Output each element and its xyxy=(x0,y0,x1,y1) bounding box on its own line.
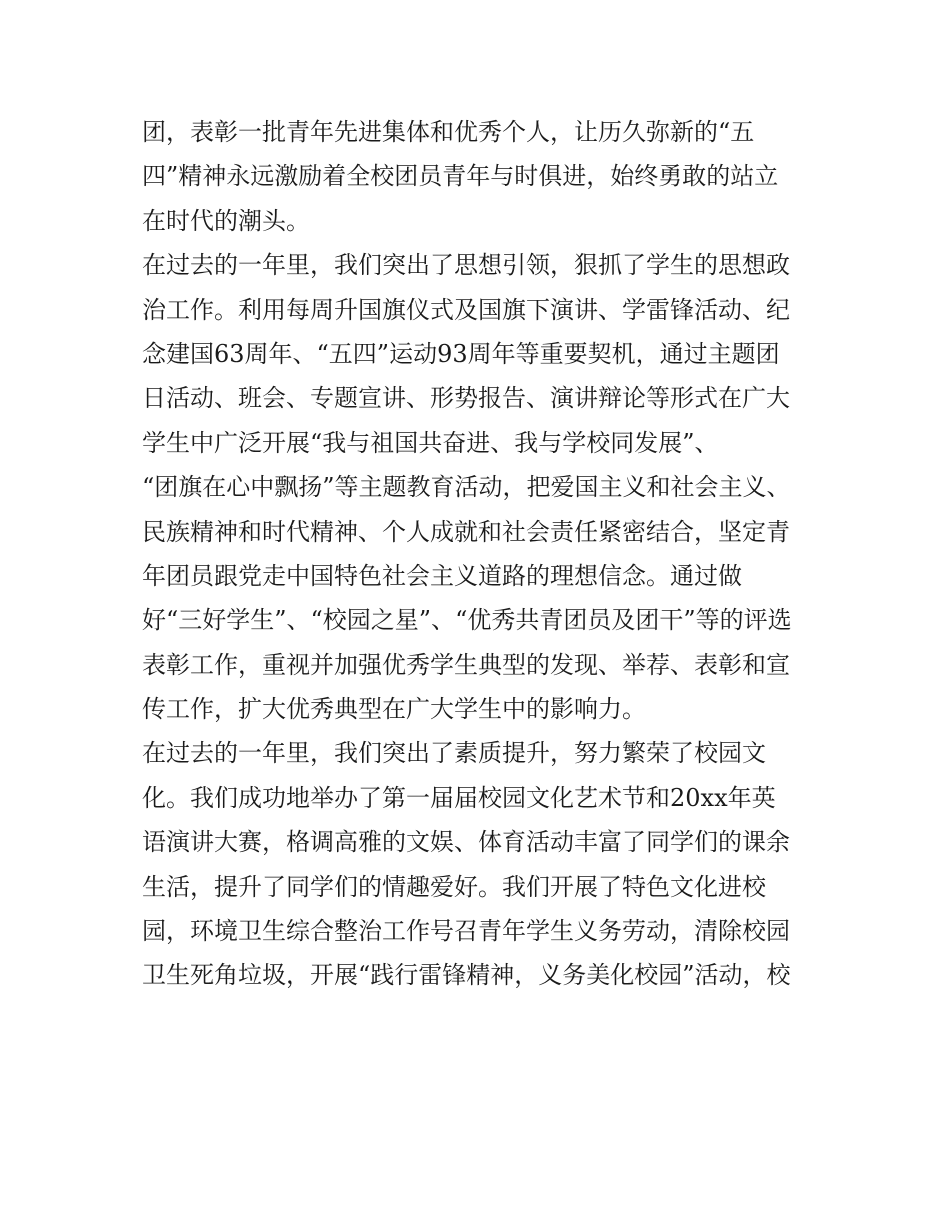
text-line: 四”精神永远激励着全校团员青年与时俱进，始终勇敢的站立 xyxy=(142,162,779,191)
text-line: 好“三好学生”、“校园之星”、“优秀共青团员及团干”等的评选 xyxy=(142,606,792,635)
text-line: 在时代的潮头。 xyxy=(142,206,310,235)
text-line: 生活，提升了同学们的情趣爱好。我们开展了特色文化进校 xyxy=(142,872,766,901)
text-line: 园，环境卫生综合整治工作号召青年学生义务劳动，清除校园 xyxy=(142,917,790,946)
text-line: 年团员跟党走中国特色社会主义道路的理想信念。通过做 xyxy=(142,561,742,590)
text-line: 表彰工作，重视并加强优秀学生典型的发现、举荐、表彰和宣 xyxy=(142,650,790,679)
text-line: 在过去的一年里，我们突出了思想引领，狠抓了学生的思想政 xyxy=(142,251,790,280)
text-line: 治工作。利用每周升国旗仪式及国旗下演讲、学雷锋活动、纪 xyxy=(142,295,790,324)
text-line: 民族精神和时代精神、个人成就和社会责任紧密结合，坚定青 xyxy=(142,517,790,546)
text-line: 学生中广泛开展“我与祖国共奋进、我与学校同发展”、 xyxy=(142,428,719,457)
text-line: 在过去的一年里，我们突出了素质提升，努力繁荣了校园文 xyxy=(142,739,766,768)
text-line: 日活动、班会、专题宣讲、形势报告、演讲辩论等形式在广大 xyxy=(142,384,790,413)
body-text xyxy=(142,110,822,998)
text-line: 团，表彰一批青年先进集体和优秀个人，让历久弥新的“五 xyxy=(142,118,755,146)
text-line: 语演讲大赛，格调高雅的文娱、体育活动丰富了同学们的课余 xyxy=(142,828,790,857)
text-line: “团旗在心中飘扬”等主题教育活动，把爱国主义和社会主义、 xyxy=(142,473,791,502)
text-line: 念建国63周年、“五四”运动93周年等重要契机，通过主题团 xyxy=(142,339,780,368)
text-line: 化。我们成功地举办了第一届届校园文化艺术节和20xx年英 xyxy=(142,783,776,812)
text-line: 传工作，扩大优秀典型在广大学生中的影响力。 xyxy=(142,695,646,724)
text-line: 卫生死角垃圾，开展“践行雷锋精神，义务美化校园”活动，校 xyxy=(142,961,791,990)
